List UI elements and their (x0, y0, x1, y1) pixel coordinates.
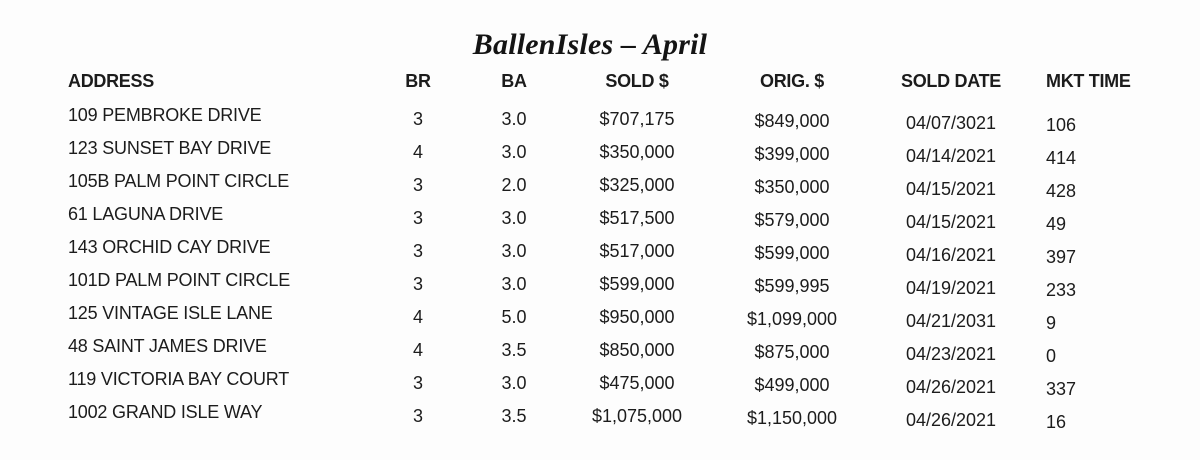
cell-address: 143 ORCHID CAY DRIVE (68, 237, 271, 257)
cell-mkt-time: 233 (1046, 280, 1077, 300)
cell-sold-date: 04/16/2021 (905, 245, 997, 265)
table-header-row (0, 70, 1200, 96)
cell-address: 1002 GRAND ISLE WAY (68, 402, 263, 422)
cell-sold-date: 04/07/3021 (905, 113, 997, 133)
cell-ba: 5.0 (501, 307, 527, 327)
cell-ba: 3.5 (501, 406, 527, 426)
cell-ba: 3.0 (501, 373, 527, 393)
cell-orig-price: $579,000 (754, 210, 830, 230)
cell-ba: 3.0 (501, 208, 527, 228)
cell-address: 125 VINTAGE ISLE LANE (68, 303, 273, 323)
table-row (0, 269, 1200, 299)
cell-sold-date: 04/19/2021 (905, 278, 997, 298)
cell-mkt-time: 428 (1046, 181, 1077, 201)
table-row (0, 203, 1200, 233)
cell-sold-date: 04/15/2021 (905, 179, 997, 199)
column-header-ba: BA (501, 71, 527, 91)
cell-br: 3 (412, 175, 423, 195)
cell-br: 3 (412, 241, 423, 261)
cell-mkt-time: 397 (1046, 247, 1077, 267)
cell-mkt-time: 16 (1046, 412, 1067, 432)
cell-br: 3 (412, 208, 423, 228)
cell-ba: 3.0 (501, 109, 527, 129)
column-header-sold-date: SOLD DATE (901, 71, 1001, 91)
cell-address: 105B PALM POINT CIRCLE (68, 171, 290, 191)
report-title: BallenIsles – April (472, 28, 708, 61)
cell-br: 4 (412, 142, 423, 162)
cell-orig-price: $1,150,000 (746, 408, 838, 428)
cell-orig-price: $849,000 (754, 111, 830, 131)
cell-mkt-time: 9 (1046, 313, 1057, 333)
cell-address: 101D PALM POINT CIRCLE (68, 270, 291, 290)
cell-mkt-time: 106 (1046, 115, 1077, 135)
cell-orig-price: $499,000 (754, 375, 830, 395)
cell-address: 61 LAGUNA DRIVE (68, 204, 224, 224)
cell-sold-price: $325,000 (599, 175, 675, 195)
column-header-br: BR (405, 71, 431, 91)
cell-mkt-time: 414 (1046, 148, 1077, 168)
cell-ba: 3.0 (501, 142, 527, 162)
cell-sold-date: 04/23/2021 (905, 344, 997, 364)
cell-ba: 3.5 (501, 340, 527, 360)
cell-ba: 3.0 (501, 274, 527, 294)
cell-sold-date: 04/15/2021 (905, 212, 997, 232)
cell-br: 3 (412, 373, 423, 393)
table-row (0, 137, 1200, 167)
table-row (0, 236, 1200, 266)
cell-sold-date: 04/26/2021 (905, 377, 997, 397)
cell-sold-price: $707,175 (599, 109, 675, 129)
cell-sold-price: $850,000 (599, 340, 675, 360)
cell-orig-price: $599,995 (754, 276, 830, 296)
column-header-orig-price: ORIG. $ (760, 71, 824, 91)
cell-orig-price: $599,000 (754, 243, 830, 263)
cell-address: 48 SAINT JAMES DRIVE (68, 336, 267, 356)
cell-mkt-time: 0 (1046, 346, 1057, 366)
table-row (0, 401, 1200, 431)
cell-address: 123 SUNSET BAY DRIVE (68, 138, 272, 158)
table-row (0, 368, 1200, 398)
column-header-address: ADDRESS (68, 71, 154, 91)
cell-br: 3 (412, 274, 423, 294)
cell-address: 119 VICTORIA BAY COURT (68, 369, 290, 389)
cell-ba: 3.0 (501, 241, 527, 261)
column-header-sold-price: SOLD $ (605, 71, 669, 91)
table-row (0, 335, 1200, 365)
cell-orig-price: $875,000 (754, 342, 830, 362)
cell-br: 3 (412, 406, 423, 426)
cell-sold-price: $950,000 (599, 307, 675, 327)
cell-address: 109 PEMBROKE DRIVE (68, 105, 262, 125)
cell-sold-price: $517,000 (599, 241, 675, 261)
cell-sold-price: $517,500 (599, 208, 675, 228)
table-row (0, 170, 1200, 200)
cell-br: 3 (412, 109, 423, 129)
cell-ba: 2.0 (501, 175, 527, 195)
cell-sold-date: 04/14/2021 (905, 146, 997, 166)
cell-sold-price: $1,075,000 (591, 406, 683, 426)
cell-orig-price: $1,099,000 (746, 309, 838, 329)
table-row (0, 302, 1200, 332)
cell-orig-price: $350,000 (754, 177, 830, 197)
cell-br: 4 (412, 340, 423, 360)
cell-sold-date: 04/21/2031 (905, 311, 997, 331)
cell-sold-price: $475,000 (599, 373, 675, 393)
column-header-mkt-time: MKT TIME (1046, 71, 1131, 91)
cell-sold-date: 04/26/2021 (905, 410, 997, 430)
cell-mkt-time: 337 (1046, 379, 1077, 399)
cell-br: 4 (412, 307, 423, 327)
cell-orig-price: $399,000 (754, 144, 830, 164)
table-row (0, 104, 1200, 134)
cell-sold-price: $350,000 (599, 142, 675, 162)
cell-mkt-time: 49 (1046, 214, 1067, 234)
cell-sold-price: $599,000 (599, 274, 675, 294)
